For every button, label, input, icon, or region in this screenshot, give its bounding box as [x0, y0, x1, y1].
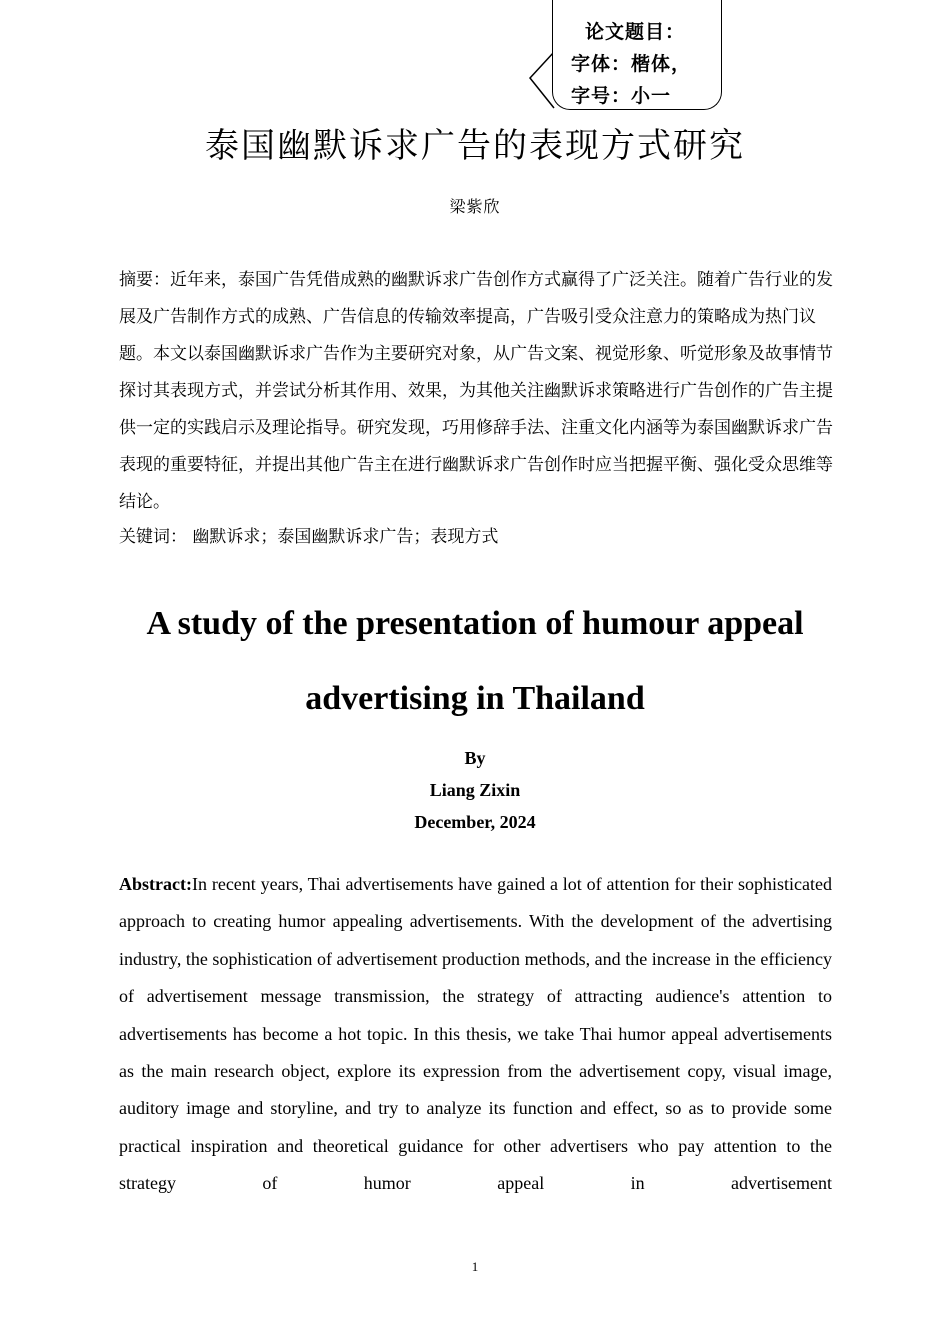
- callout-line-1: 论文题目：: [585, 21, 686, 43]
- chinese-author: 梁紫欣: [449, 197, 501, 216]
- english-byline: [0, 742, 950, 838]
- chinese-keywords: [119, 524, 849, 550]
- chinese-abstract-label: 摘要：: [119, 270, 170, 290]
- chinese-title: 泰国幽默诉求广告的表现方式研究: [205, 126, 745, 166]
- callout-line-3: 字号：小一: [571, 85, 672, 107]
- english-abstract-label: Abstract:: [119, 874, 192, 894]
- annotation-callout: [552, 0, 722, 110]
- chinese-keywords-text: 幽默诉求；泰国幽默诉求广告；表现方式: [187, 527, 499, 547]
- english-author: Liang Zixin: [429, 780, 521, 800]
- callout-line-2: 字体：楷体，: [571, 53, 692, 75]
- english-title-line-1: A study of the presentation of humour appeal: [146, 605, 804, 642]
- english-date: December, 2024: [414, 812, 536, 832]
- english-abstract-text: In recent years, Thai advertisements have gained a lot of attention for their sophisticated approach to creating humor appealing advertisements. With the development of the advertising industry, the sophistication of advertisement production methods, and the increase in the efficiency of advertisement message transmission, the strategy of attracting audience's attention to advertisements has become a hot topic. In this thesis, we take Thai humor appeal advertisements as the main research object, explore its expression from the advertisement copy, visual image, auditory image and storyline, and try to analyze its function and effect, so as to provide some practical inspiration and theoretical guidance for other advertisers who pay attention to the strategy of humor appeal in advertisement: [119, 874, 832, 1194]
- english-abstract: [119, 866, 832, 1203]
- chinese-keywords-label: 关键词：: [119, 527, 187, 547]
- english-title: [0, 586, 950, 736]
- chinese-abstract-text: 近年来，泰国广告凭借成熟的幽默诉求广告创作方式赢得了广泛关注。随着广告行业的发展及广告制作方式的成熟、广告信息的传输效率提高，广告吸引受众注意力的策略成为热门议题。本文以泰国幽默诉求广告作为主要研究对象，从广告文案、视觉形象、听觉形象及故事情节探讨其表现方式，并尝试分析其作用、效果，为其他关注幽默诉求策略进行广告创作的广告主提供一定的实践启示及理论指导。研究发现，巧用修辞手法、注重文化内涵等为泰国幽默诉求广告表现的重要特征，并提出其他广告主在进行幽默诉求广告创作时应当把握平衡、强化受众思维等结论。: [119, 270, 833, 512]
- english-title-line-2: advertising in Thailand: [305, 680, 645, 717]
- page-number: 1: [471, 1259, 479, 1274]
- english-by: By: [464, 748, 486, 768]
- chinese-abstract: [119, 262, 849, 521]
